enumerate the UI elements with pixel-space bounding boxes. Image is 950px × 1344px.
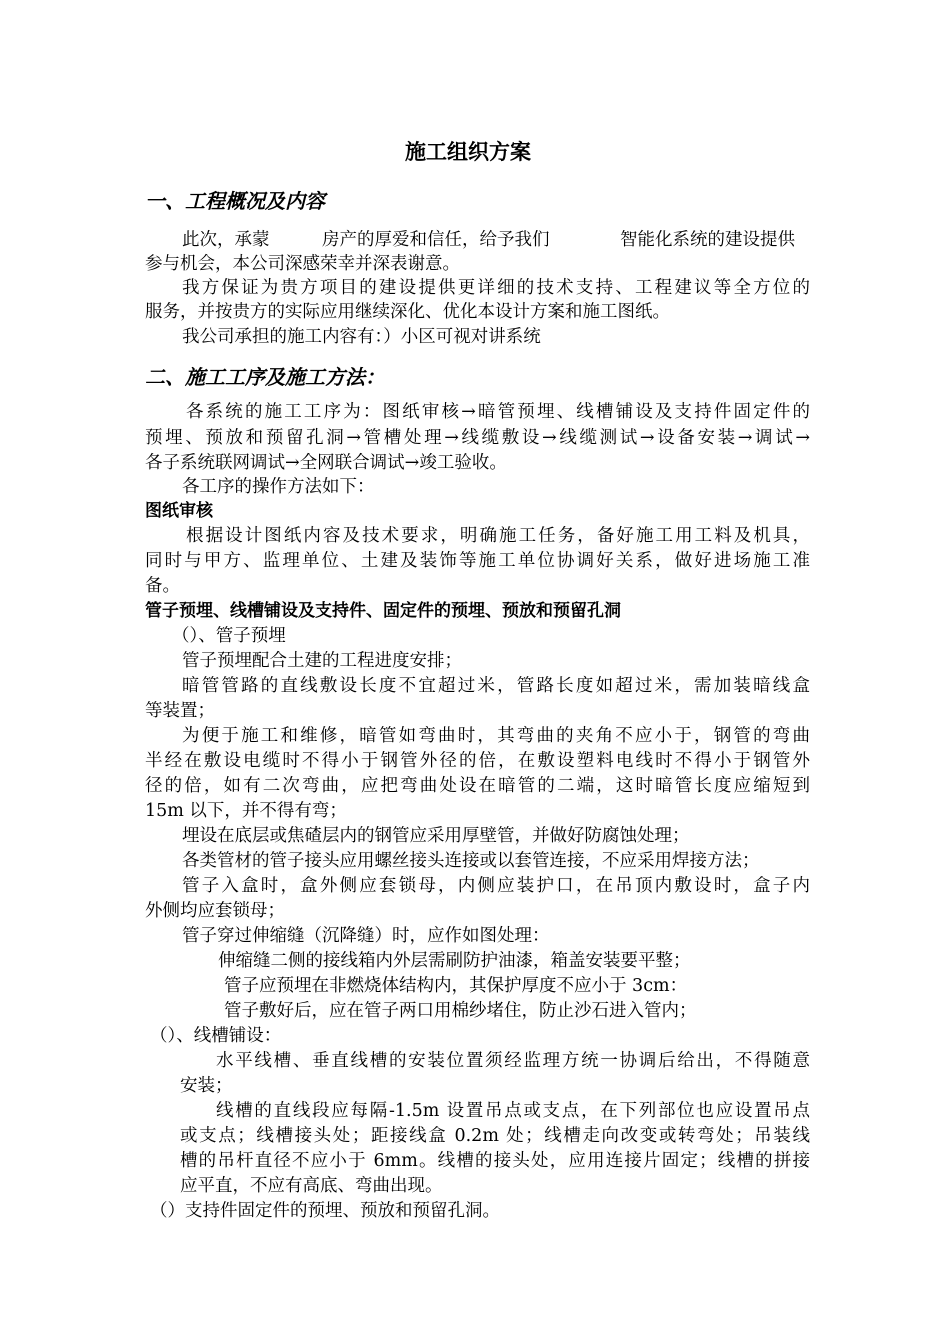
- paragraph-line: 各系统的施工工序为：图纸审核→暗管预埋、线槽铺设及支持件固定件的: [186, 402, 810, 422]
- paragraph-line: 外侧均应套锁母；: [145, 901, 285, 921]
- paragraph-line: 等装置；: [145, 701, 215, 721]
- section-heading-process: 二、施工工序及施工方法：: [145, 365, 385, 389]
- paragraph-line: 管子入盒时，盒外侧应套锁母，内侧应装护口，在吊顶内敷设时，盒子内: [182, 876, 810, 896]
- paragraph-line: 暗管管路的直线敷设长度不宜超过米，管路长度如超过米，需加装暗线盒: [182, 676, 810, 696]
- paragraph-line: 为便于施工和维修，暗管如弯曲时，其弯曲的夹角不应小于，钢管的弯曲: [182, 726, 810, 746]
- paragraph-line: 各子系统联网调试→全网联合调试→竣工验收。: [145, 453, 507, 473]
- paragraph-line: 我公司承担的施工内容有：）小区可视对讲系统: [182, 327, 541, 347]
- paragraph-line: 或支点；线槽接头处；距接线盒 0.2m 处；线槽走向改变或转弯处；吊装线: [180, 1126, 810, 1146]
- paragraph-line: 同时与甲方、监理单位、土建及装饰等施工单位协调好关系，做好进场施工准: [145, 551, 810, 571]
- list-item-title: （）支持件固定件的预埋、预放和预留孔洞。: [150, 1201, 500, 1221]
- subsection-heading-pipe-embedding: 管子预埋、线槽铺设及支持件、固定件的预埋、预放和预留孔洞: [145, 601, 621, 621]
- list-item-title: （）、管子预埋: [172, 626, 286, 646]
- paragraph-line: 线槽的直线段应每隔-1.5m 设置吊点或支点，在下列部位也应设置吊点: [216, 1101, 810, 1121]
- paragraph-line: 15m 以下，并不得有弯；: [145, 801, 347, 821]
- paragraph-line: 参与机会，本公司深感荣幸并深表谢意。: [145, 254, 460, 274]
- paragraph-line: 根据设计图纸内容及技术要求，明确施工任务，备好施工用工料及机具，: [186, 526, 810, 546]
- paragraph-line: 我方保证为贵方项目的建设提供更详细的技术支持、工程建议等全方位的: [182, 278, 810, 298]
- paragraph-line: 半经在敷设电缆时不得小于钢管外径的倍，在敷设塑料电线时不得小于钢管外: [145, 751, 810, 771]
- document-title: 施工组织方案: [405, 140, 531, 164]
- list-item-title: （）、线槽铺设：: [150, 1026, 282, 1046]
- paragraph-line: 智能化系统的建设提供: [620, 230, 795, 250]
- paragraph-line: 预埋、预放和预留孔洞→管槽处理→线缆敷设→线缆测试→设备安装→调试→: [145, 428, 810, 448]
- subsection-heading-drawing-review: 图纸审核: [145, 501, 213, 521]
- section-heading-overview: 一、工程概况及内容: [145, 189, 325, 213]
- paragraph-line: 水平线槽、垂直线槽的安装位置须经监理方统一协调后给出，不得随意: [216, 1051, 810, 1071]
- paragraph-line: 各工序的操作方法如下：: [182, 477, 375, 497]
- paragraph-line: 伸缩缝二侧的接线箱内外层需刷防护油漆，箱盖安装要平整；: [218, 951, 691, 971]
- paragraph-line: 埋设在底层或焦碴层内的钢管应采用厚壁管，并做好防腐蚀处理；: [182, 826, 690, 846]
- paragraph-line: 备。: [145, 576, 180, 596]
- paragraph-line: 服务，并按贵方的实际应用继续深化、优化本设计方案和施工图纸。: [145, 302, 670, 322]
- paragraph-line: 管子应预埋在非燃烧体结构内，其保护厚度不应小于 3cm：: [224, 976, 688, 996]
- paragraph-line: 房产的厚爱和信任，给予我们: [322, 230, 550, 250]
- paragraph-line: 各类管材的管子接头应用螺丝接头连接或以套管连接，不应采用焊接方法；: [182, 851, 760, 871]
- paragraph-line: 管子敷好后，应在管子两口用棉纱堵住，防止沙石进入管内；: [224, 1001, 697, 1021]
- paragraph-line: 应平直，不应有高底、弯曲出现。: [180, 1176, 443, 1196]
- paragraph-line: 径的倍，如有二次弯曲，应把弯曲处设在暗管的二端，这时暗管长度应缩短到: [145, 776, 810, 796]
- paragraph-line: 管子预埋配合土建的工程进度安排；: [182, 651, 462, 671]
- paragraph-line: 安装；: [180, 1076, 233, 1096]
- paragraph-line: 管子穿过伸缩缝（沉降缝）时，应作如图处理：: [182, 926, 550, 946]
- paragraph-line: 槽的吊杆直径不应小于 6mm。线槽的接头处，应用连接片固定；线槽的拼接: [180, 1151, 810, 1171]
- paragraph-line: 此次，承蒙: [182, 230, 270, 250]
